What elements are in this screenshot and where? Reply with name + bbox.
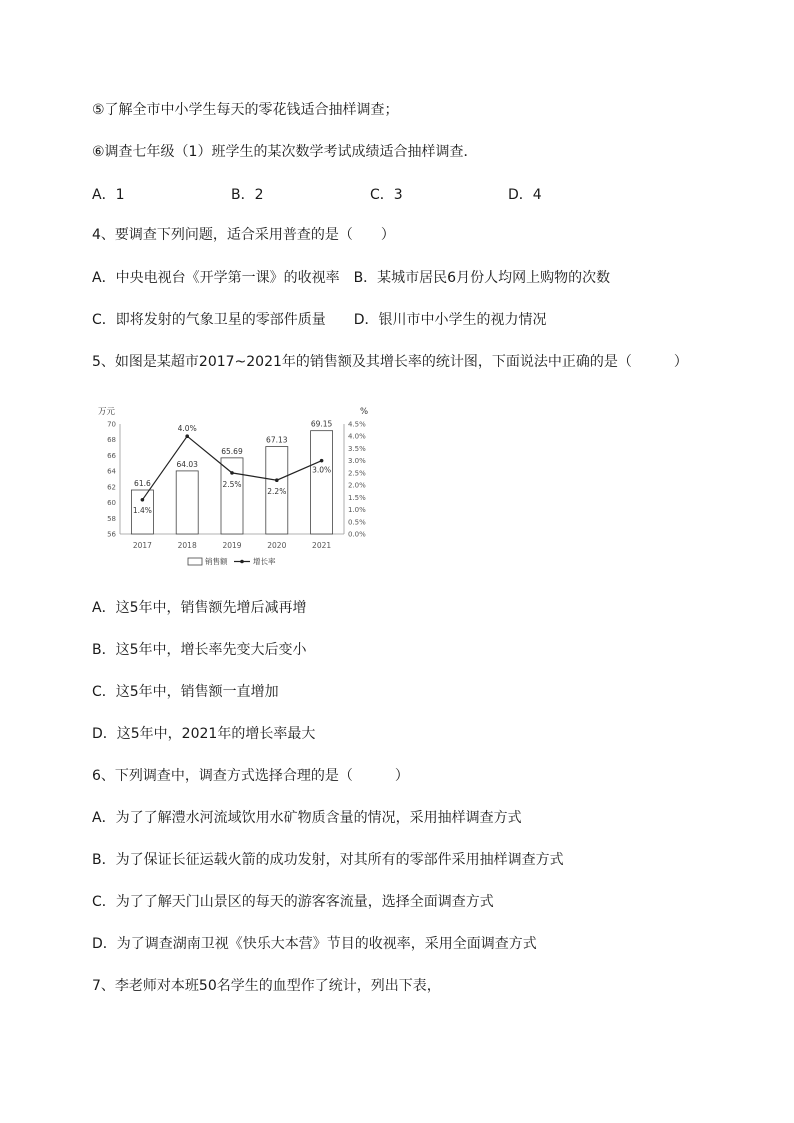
sales-bar-label: 61.6 [134, 479, 151, 488]
question-6-option-d: D．为了调查湖南卫视《快乐大本营》节目的收视率，采用全面调查方式 [92, 936, 537, 952]
left-axis-label: 万元 [98, 407, 116, 417]
x-tick-label: 2020 [267, 541, 287, 550]
right-axis-label: % [360, 407, 369, 417]
growth-rate-label: 4.0% [177, 424, 197, 434]
left-tick-label: 58 [107, 514, 116, 523]
sales-bar-label: 64.03 [176, 459, 198, 469]
right-tick-label: 0.5% [348, 518, 366, 527]
x-tick-label: 2021 [312, 541, 332, 550]
question-5-option-d: D．这5年中，2021年的增长率最大 [92, 726, 316, 742]
sales-bar [176, 471, 198, 534]
q3-option-d: D．4 [508, 187, 542, 203]
q3-option-a: A．1 [92, 187, 125, 203]
x-tick-label: 2019 [222, 541, 242, 550]
question-line-6: ⑥调查七年级（1）班学生的某次数学考试成绩适合抽样调查． [92, 144, 478, 160]
x-tick-label: 2017 [132, 541, 152, 550]
right-tick-label: 3.0% [348, 457, 366, 466]
growth-rate-label: 2.2% [267, 487, 287, 497]
legend-line-marker [240, 560, 244, 564]
growth-rate-label: 2.5% [222, 479, 242, 489]
right-tick-label: 4.5% [348, 420, 366, 429]
legend-growth: 增长率 [253, 557, 276, 566]
question-7-stem: 7、李老师对本班50名学生的血型作了统计，列出下表， [92, 978, 441, 994]
legend-bar-swatch [188, 558, 202, 565]
x-tick-label: 2018 [177, 541, 197, 550]
question-4-options-ab: A．中央电视台《开学第一课》的收视率 B．某城市居民6月份人均网上购物的次数 [92, 270, 611, 286]
growth-rate-label: 3.0% [312, 465, 332, 475]
question-6-stem: 6、下列调查中，调查方式选择合理的是（ ） [92, 768, 409, 784]
legend-sales: 销售额 [205, 557, 228, 566]
sales-bar [221, 458, 243, 534]
growth-rate-point [185, 434, 189, 438]
question-6-option-c: C．为了了解天门山景区的每天的游客客流量，选择全面调查方式 [92, 894, 494, 910]
growth-rate-point [275, 478, 279, 482]
question-5-option-c: C．这5年中，销售额一直增加 [92, 684, 279, 700]
sales-bar-label: 67.13 [266, 435, 288, 445]
question-5-stem: 5、如图是某超市2017~2021年的销售额及其增长率的统计图，下面说法中正确的是（ ） [92, 354, 688, 370]
sales-bar [311, 431, 333, 534]
growth-rate-point [320, 459, 324, 463]
left-tick-label: 68 [107, 436, 116, 445]
right-tick-label: 2.0% [348, 481, 366, 490]
sales-bar-label: 65.69 [221, 446, 243, 456]
growth-rate-point [230, 471, 234, 475]
left-tick-label: 64 [107, 467, 116, 476]
right-tick-label: 2.5% [348, 469, 366, 478]
right-tick-label: 0.0% [348, 530, 366, 539]
left-tick-label: 56 [107, 530, 116, 539]
q3-option-b: B．2 [231, 187, 264, 203]
question-6-option-a: A．为了了解澧水河流域饮用水矿物质含量的情况，采用抽样调查方式 [92, 810, 522, 826]
q3-option-c: C．3 [370, 187, 403, 203]
question-6-option-b: B．为了保证长征运载火箭的成功发射，对其所有的零部件采用抽样调查方式 [92, 852, 564, 868]
left-tick-label: 60 [107, 499, 116, 508]
right-tick-label: 4.0% [348, 432, 366, 441]
question-line-5: ⑤了解全市中小学生每天的零花钱适合抽样调查； [92, 102, 399, 118]
right-tick-label: 1.0% [348, 506, 366, 515]
question-5-option-b: B．这5年中，增长率先变大后变小 [92, 642, 307, 658]
growth-rate-point [141, 498, 145, 502]
question-4-stem: 4、要调查下列问题，适合采用普查的是（ ） [92, 227, 395, 243]
right-tick-label: 1.5% [348, 493, 366, 502]
growth-rate-label: 1.4% [132, 505, 152, 515]
question-4-options-cd: C．即将发射的气象卫星的零部件质量 D．银川市中小学生的视力情况 [92, 312, 547, 328]
left-tick-label: 70 [107, 420, 116, 429]
left-tick-label: 62 [107, 483, 116, 492]
right-tick-label: 3.5% [348, 444, 366, 453]
sales-growth-chart [88, 394, 388, 570]
question-5-option-a: A．这5年中，销售额先增后减再增 [92, 600, 307, 616]
sales-bar-label: 69.15 [310, 419, 333, 429]
left-tick-label: 66 [107, 451, 116, 460]
